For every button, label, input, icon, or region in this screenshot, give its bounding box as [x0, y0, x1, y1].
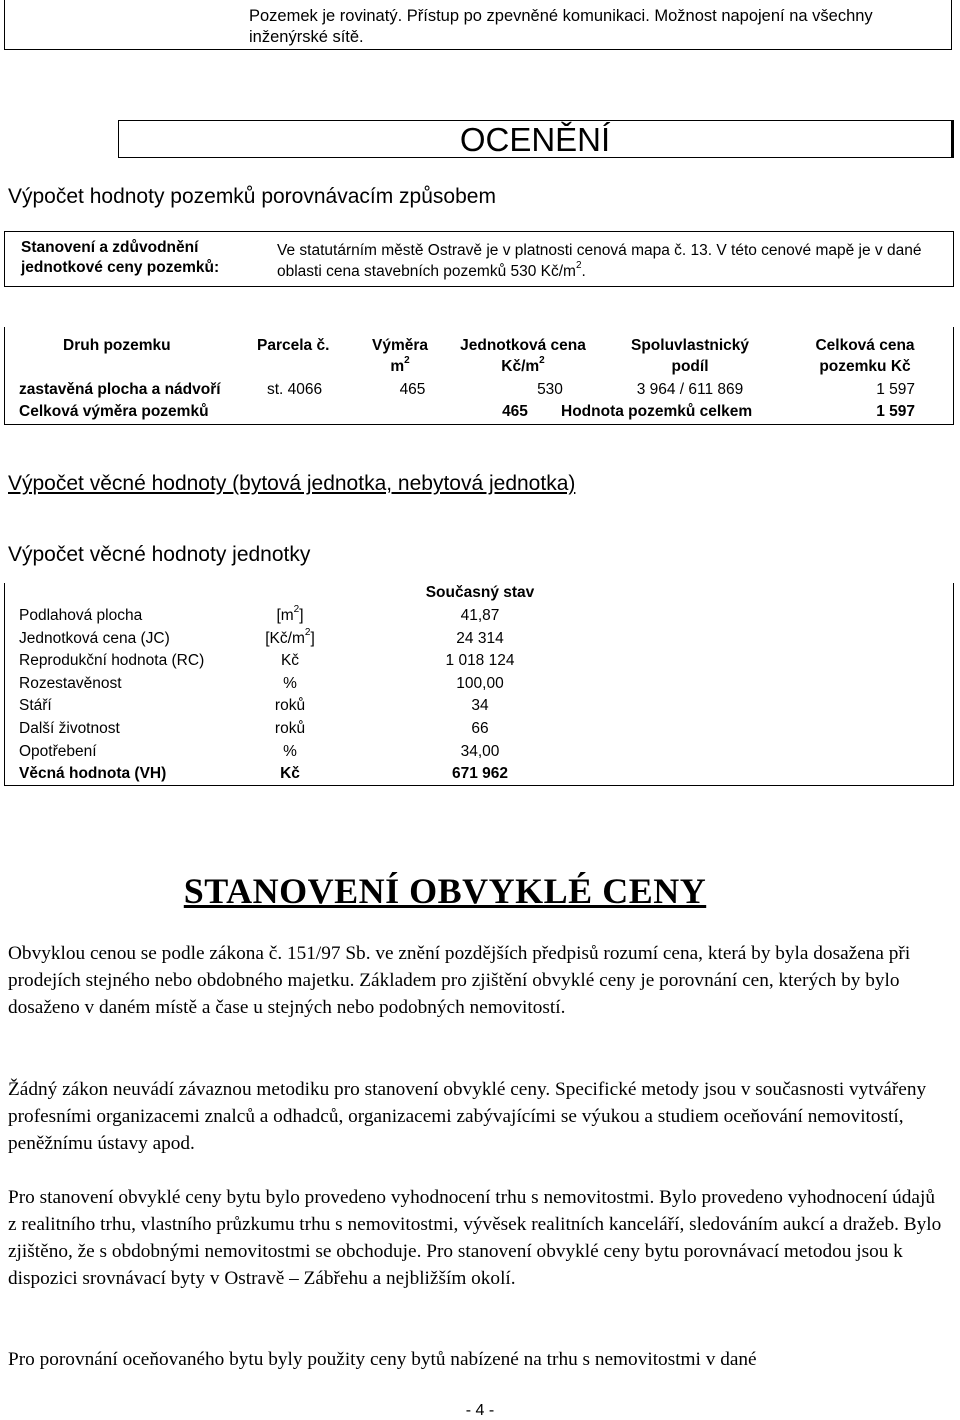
value-row-label: Reprodukční hodnota (RC) — [19, 652, 205, 670]
value-table-row — [5, 718, 945, 740]
value-row-unit: roků — [274, 697, 306, 715]
value-table-row — [5, 763, 945, 785]
land-table — [4, 327, 954, 425]
value-row-unit: $[Kč/m^2]$ — [265, 626, 315, 647]
value-row-value: 34,00 — [460, 742, 500, 760]
col-header-share: Spoluvlastnický podíl — [630, 337, 749, 375]
land-row-share: 3 964 / 611 869 — [636, 381, 744, 398]
value-row-value: 34 — [471, 697, 489, 715]
land-row-parcel: st. 4066 — [267, 381, 323, 398]
value-table-row — [5, 741, 945, 763]
value-table-row — [5, 628, 945, 650]
value-row-label: Jednotková cena (JC) — [19, 629, 170, 647]
col-header-parcel: Parcela č. — [257, 337, 330, 354]
value-row-unit: $[m^2]$ — [276, 604, 304, 624]
value-row-unit: Kč — [280, 652, 300, 670]
land-row-type: zastavěná plocha a nádvoří — [19, 381, 221, 398]
value-row-unit: % — [283, 674, 297, 692]
value-row-value: 41,87 — [460, 607, 500, 624]
value-row-value: 24 314 — [456, 629, 504, 647]
value-row-unit: roků — [274, 720, 306, 737]
col-header-unit-price: Jednotková cena $Kč/m^2$ — [460, 337, 586, 375]
paragraph-definition: Obvyklou cenou se podle zákona č. 151/97 Sb. ve znění pozdějších předpisů rozumí cena, která by byla dosažena při prodejích stejného nebo obdobného majetku. Základem pro zjištění obvyklé ceny je porovnání cen, kterých by bylo dosaženo v daném místě a čase u stejných nebo podobných nemovitostí. — [8, 943, 911, 1018]
col-header-total: Celková cena pozemku Kč — [815, 337, 915, 375]
col-header-area: Výměra $m^2$ — [371, 337, 428, 375]
paragraph-comparison: Pro porovnání oceňovaného bytu byly použity ceny bytů nabízené na trhu s nemovitostmi v dané — [8, 1349, 757, 1370]
value-row-label: Opotřebení — [19, 742, 97, 760]
value-row-label: Rozestavěnost — [19, 674, 122, 692]
land-section-title: Výpočet hodnoty pozemků porovnávacím způsobem — [8, 185, 496, 208]
justification-label: Stanovení a zdůvodnění jednotkové ceny pozemků: — [21, 239, 220, 276]
land-total-value: 1 597 — [876, 403, 915, 420]
value-row-value: 1 018 124 — [445, 652, 515, 670]
valuation-title-box — [118, 120, 954, 158]
value-row-label: Podlahová plocha — [19, 607, 143, 624]
top-note-text: Pozemek je rovinatý. Přístup po zpevněné komunikaci. Možnost napojení na všechny inženýrské sítě. — [249, 7, 873, 46]
value-row-value: 66 — [471, 720, 489, 737]
usual-price-title: STANOVENÍ OBVYKLÉ CENY — [183, 871, 707, 911]
paragraph-methodology: Žádný zákon neuvádí závaznou metodiku pro stanovení obvyklé ceny. Specifické metody jsou v současnosti vytvářeny profesními organizacemi znalců a odhadců, organizacemi zabývajícími se výukou a studiem oceňování nemovitostí, peněžnímu ústavy apod. — [8, 1079, 927, 1154]
value-row-unit: % — [283, 742, 297, 760]
justification-box — [4, 231, 954, 287]
value-row-label: Další životnost — [19, 720, 120, 737]
land-total-area-label: Celková výměra pozemků — [19, 403, 209, 420]
page-number: - 4 - — [465, 1402, 495, 1419]
value-row-value: 671 962 — [451, 765, 509, 783]
unit-value-title: Výpočet věcné hodnoty jednotky — [8, 543, 311, 566]
value-row-value: 100,00 — [456, 674, 504, 692]
value-table-row — [5, 695, 945, 717]
material-value-title: Výpočet věcné hodnoty (bytová jednotka, nebytová jednotka) — [8, 472, 576, 495]
value-row-unit: Kč — [280, 765, 300, 783]
value-row-label: Věcná hodnota (VH) — [19, 765, 167, 783]
land-row-total: 1 597 — [876, 381, 915, 398]
value-table-row — [5, 650, 945, 672]
paragraph-market-evaluation: Pro stanovení obvyklé ceny bytu bylo provedeno vyhodnocení trhu s nemovitostmi. Bylo provedeno vyhodnocení údajů z realitního trhu, vlastního průzkumu trhu s nemovitostmi, vývěsek realitních kanceláří, sledováním aukcí a dražeb. Bylo zjištěno, že s obdobnými nemovitostmi se obchoduje. Pro stanovení obvyklé ceny bytu porovnávací metodou jsou k dispozici srovnávací byty v Ostravě – Zábřehu a nejbližším okolí. — [8, 1187, 942, 1289]
justification-text: Ve statutárním městě Ostravě je v platnosti cenová mapa č. 13. V této cenové mapě je v dané oblasti cena stavebních pozemků 530 $Kč/m^2$. — [277, 242, 922, 280]
land-row-area: 465 — [399, 381, 426, 398]
value-table-row — [5, 673, 945, 695]
land-total-value-label: Hodnota pozemků celkem — [561, 403, 753, 420]
top-note-box — [4, 0, 952, 50]
col-header-type: Druh pozemku — [63, 337, 171, 354]
unit-value-table — [4, 583, 954, 786]
value-table-row — [5, 605, 945, 627]
land-total-area-value: 465 — [502, 403, 528, 420]
valuation-title: OCENĚNÍ — [459, 121, 611, 158]
land-row-unit-price: 530 — [537, 381, 563, 398]
value-row-label: Stáří — [19, 697, 52, 715]
current-state-header: Současný stav — [425, 584, 535, 601]
